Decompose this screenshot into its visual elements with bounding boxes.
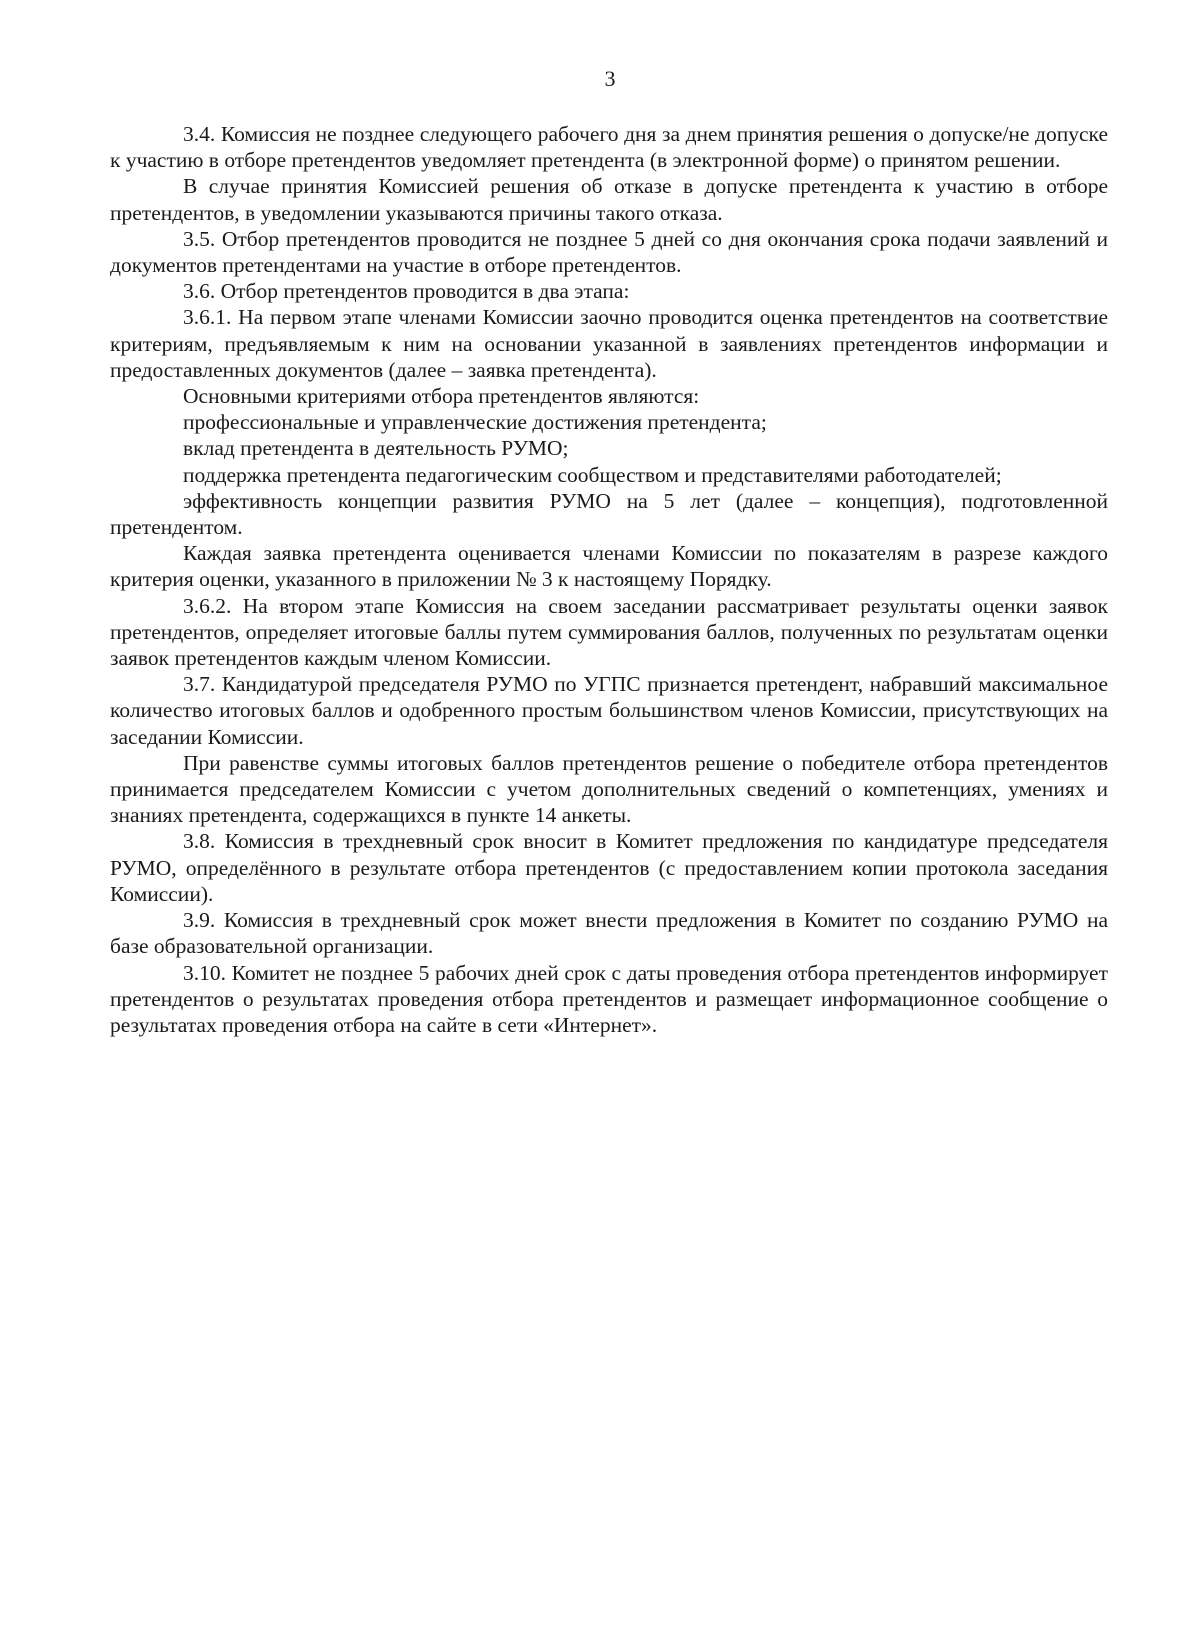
paragraph-tie-break: При равенстве суммы итоговых баллов претендентов решение о победителе отбора претендентов принимается председателем Комиссии с учетом дополнительных сведений о компетенциях, умениях и знаниях претендента, содержащихся в пункте 14 анкеты. [110, 750, 1108, 828]
paragraph-3-6: 3.6. Отбор претендентов проводится в два этапа: [183, 279, 630, 304]
criterion-achievements: профессиональные и управленческие достижения претендента; [183, 410, 767, 435]
paragraph-3-9: 3.9. Комиссия в трехдневный срок может внести предложения в Комитет по созданию РУМО на базе образовательной организации. [110, 908, 1108, 959]
criterion-concept: эффективность концепции развития РУМО на 5 лет (далее – концепция), подготовленной претендентом. [110, 488, 1108, 540]
paragraph-3-8: 3.8. Комиссия в трехдневный срок вносит в Комитет предложения по кандидатуре председателя РУМО, определённого в результате отбора претендентов (с предоставлением копии протокола заседания Комиссии). [110, 829, 1108, 906]
criterion-support: поддержка претендента педагогическим сообществом и представителями работодателей; [183, 462, 1002, 487]
paragraph-3-6-2: 3.6.2. На втором этапе Комиссия на своем заседании рассматривает результаты оценки заявок претендентов, определяет итоговые баллы путем суммирования баллов, полученных по результатам оценки заявок претендентов каждым членом Комиссии. [110, 593, 1108, 671]
paragraph-3-10: 3.10. Комитет не позднее 5 рабочих дней срок с даты проведения отбора претендентов информирует претендентов о результатах проведения отбора претендентов и размещает информационное сообщение о результатах проведения отбора на сайте в сети «Интернет». [110, 960, 1108, 1037]
paragraph-3-5: 3.5. Отбор претендентов проводится не позднее 5 дней со дня окончания срока подачи заявлений и документов претендентами на участие в отборе претендентов. [110, 226, 1108, 278]
paragraph-3-6-1: 3.6.1. На первом этапе членами Комиссии заочно проводится оценка претендентов на соответствие критериям, предъявляемым к ним на основании указанной в заявлениях претендентов информации и предоставленных документов (далее – заявка претендента). [110, 305, 1108, 382]
paragraph-3-7: 3.7. Кандидатурой председателя РУМО по УГПС признается претендент, набравший максимальное количество итоговых баллов и одобренного простым большинством членов Комиссии, присутствующих на заседании Комиссии. [110, 672, 1108, 749]
paragraph-3-4: 3.4. Комиссия не позднее следующего рабочего дня за днем принятия решения о допуске/не допуске к участию в отборе претендентов уведомляет претендента (в электронной форме) о принятом решении. [110, 122, 1108, 173]
paragraph-criteria-intro: Основными критериями отбора претендентов являются: [183, 384, 700, 409]
document-body [110, 121, 1108, 1038]
paragraph-evaluation: Каждая заявка претендента оценивается членами Комиссии по показателям в разрезе каждого критерия оценки, указанного в приложении № 3 к настоящему Порядку. [110, 541, 1108, 592]
paragraph-refusal-notice: В случае принятия Комиссией решения об отказе в допуске претендента к участию в отборе претендентов, в уведомлении указываются причины такого отказа. [110, 174, 1108, 225]
page-number: 3 [604, 66, 616, 91]
criterion-contribution: вклад претендента в деятельность РУМО; [183, 436, 569, 461]
